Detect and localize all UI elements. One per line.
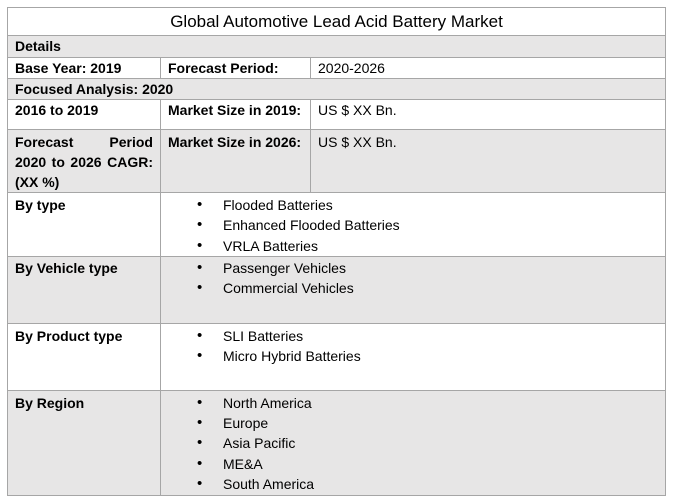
list-item: • Passenger Vehicles [197,258,658,278]
segment-values [161,193,666,257]
cagr-label: Forecast Period 2020 to 2026 CAGR: (XX %) [8,130,161,193]
base-year: Base Year: 2019 [8,58,161,79]
market-size-2019-label: Market Size in 2019: [161,100,311,130]
historic-period: 2016 to 2019 [8,100,161,130]
segment-row-region [8,390,666,495]
segment-row-vehicle [8,256,666,323]
segment-list [168,258,658,299]
market-2026-row [8,130,666,193]
focused-analysis: Focused Analysis: 2020 [8,79,666,100]
market-2019-row [8,100,666,130]
market-size-2019-value: US $ XX Bn. [311,100,666,130]
title-row [8,8,666,36]
segment-list [168,195,658,256]
list-item: • SLI Batteries [197,326,658,346]
segment-label: By Product type [8,323,161,390]
report-summary [7,7,666,496]
base-year-row [8,58,666,79]
segment-row-product [8,323,666,390]
details-row [8,36,666,58]
report-table [7,7,666,496]
list-item: • Flooded Batteries [197,195,658,215]
forecast-period-value: 2020-2026 [311,58,666,79]
market-size-2026-value: US $ XX Bn. [311,130,666,193]
list-item: • Asia Pacific [197,433,658,453]
segment-row-type [8,193,666,257]
list-item: • South America [197,474,658,494]
segment-list [168,326,658,367]
list-item: • VRLA Batteries [197,236,658,256]
list-item: • Commercial Vehicles [197,278,658,298]
segment-label: By Region [8,390,161,495]
segment-values [161,256,666,323]
market-size-2026-label: Market Size in 2026: [161,130,311,193]
list-item: • North America [197,393,658,413]
list-item: • Europe [197,413,658,433]
forecast-period-label: Forecast Period: [161,58,311,79]
table-title: Global Automotive Lead Acid Battery Market [8,8,666,36]
segment-label: By Vehicle type [8,256,161,323]
segment-values [161,323,666,390]
list-item: • Enhanced Flooded Batteries [197,215,658,235]
list-item: • ME&A [197,454,658,474]
focused-analysis-row [8,79,666,100]
segment-label: By type [8,193,161,257]
segment-values [161,390,666,495]
details-label: Details [8,36,666,58]
list-item: • Micro Hybrid Batteries [197,346,658,366]
segment-list [168,393,658,494]
